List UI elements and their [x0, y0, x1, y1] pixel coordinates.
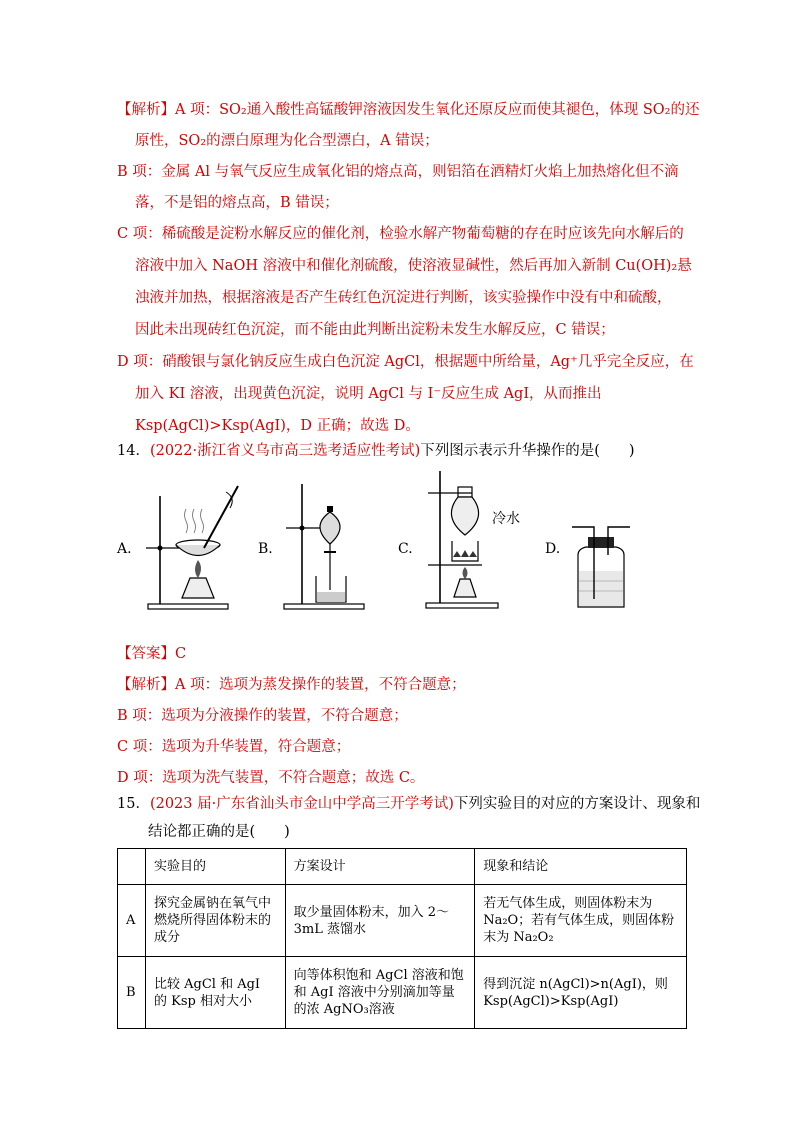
- table-row: [118, 885, 687, 957]
- question-stem: 下列图示表示升华操作的是( ): [420, 443, 635, 459]
- analysis13-line5: C 项：稀硫酸是淀粉水解反应的催化剂，检验水解产物葡萄糖的存在时应该先向水解后的: [117, 226, 684, 242]
- option-a-label: A.: [117, 541, 132, 557]
- analysis13-line4: 落，不是铝的熔点高，B 错误；: [135, 195, 339, 211]
- table-cell: A: [118, 885, 146, 957]
- question-number: 15．: [117, 796, 150, 812]
- table-header-cell: [118, 849, 146, 885]
- experiment-table: [117, 848, 687, 1029]
- analysis13-line9: D 项：硝酸银与氯化钠反应生成白色沉淀 AgCl，根据题中所给量，Ag⁺几乎完全反应，在: [117, 354, 694, 370]
- table-header-cell: 实验目的: [145, 849, 285, 885]
- analysis14-line1: 【解析】A 项：选项为蒸发操作的装置，不符合题意；: [117, 677, 466, 693]
- analysis13-line8: 因此未出现砖红色沉淀，而不能由此判断出淀粉未发生水解反应，C 错误；: [135, 322, 615, 338]
- question-source: (2022·浙江省义乌市高三选考适应性考试): [149, 443, 421, 459]
- analysis14-line4: D 项：选项为洗气装置，不符合题意；故选 C。: [117, 770, 425, 786]
- analysis13-line3: B 项：金属 Al 与氧气反应生成氧化铝的熔点高，则铝箔在酒精灯火焰上加热熔化但不滴: [117, 164, 679, 180]
- option-b-label: B.: [258, 541, 273, 557]
- analysis13-line6: 溶液中加入 NaOH 溶液中和催化剂硫酸，使溶液显碱性，然后再加入新制 Cu(OH)₂悬: [135, 258, 692, 274]
- sublimation-apparatus-figure: [422, 465, 502, 613]
- table-cell: 若无气体生成，则固体粉末为 Na₂O；若有气体生成，则固体粉末为 Na₂O₂: [475, 885, 687, 957]
- question-14: [117, 441, 635, 461]
- separatory-funnel-apparatus-figure: [280, 478, 375, 613]
- analysis14-line2: B 项：选项为分液操作的装置，不符合题意；: [117, 708, 408, 724]
- table-cell: B: [118, 957, 146, 1029]
- option-c-label: C.: [398, 541, 413, 557]
- analysis13-line11: Ksp(AgCl)>Ksp(AgI)，D 正确；故选 D。: [135, 418, 420, 434]
- gas-washing-bottle-figure: [568, 515, 634, 613]
- table-cell: 比较 AgCl 和 AgI 的 Ksp 相对大小: [145, 957, 285, 1029]
- option-d-label: D.: [545, 541, 561, 557]
- question-stem: 下列实验目的对应的方案设计、现象和: [453, 796, 701, 812]
- table-cell: 探究金属钠在氧气中燃烧所得固体粉末的成分: [145, 885, 285, 957]
- cold-water-label: 冷水: [492, 511, 520, 527]
- table-header-cell: 现象和结论: [475, 849, 687, 885]
- question-15-stem-line2: 结论都正确的是( ): [148, 824, 290, 840]
- question-15: [117, 794, 700, 814]
- question-source: (2023 届·广东省汕头市金山中学高三开学考试): [149, 796, 454, 812]
- analysis14-line3: C 项：选项为升华装置，符合题意；: [117, 739, 351, 755]
- evaporation-apparatus-figure: [140, 478, 245, 613]
- table-header-row: [118, 849, 687, 885]
- table-row: [118, 957, 687, 1029]
- analysis13-line10: 加入 KI 溶液，出现黄色沉淀，说明 AgCl 与 I⁻反应生成 AgI，从而推出: [135, 386, 602, 402]
- analysis13-line1: 【解析】A 项：SO₂通入酸性高锰酸钾溶液因发生氧化还原反应而使其褪色，体现 SO₂的还: [117, 102, 700, 118]
- analysis13-line7: 浊液并加热，根据溶液是否产生砖红色沉淀进行判断，该实验操作中没有中和硫酸，: [135, 290, 672, 306]
- answer-14: 【答案】C: [117, 646, 187, 662]
- question-number: 14．: [117, 443, 150, 459]
- table-cell: 取少量固体粉末，加入 2～3mL 蒸馏水: [285, 885, 475, 957]
- analysis13-line2: 原性，SO₂的漂白原理为化合型漂白，A 错误；: [135, 133, 439, 149]
- table-cell: 向等体积饱和 AgCl 溶液和饱和 AgI 溶液中分别滴加等量的浓 AgNO₃溶液: [285, 957, 475, 1029]
- table-header-cell: 方案设计: [285, 849, 475, 885]
- table-cell: 得到沉淀 n(AgCl)>n(AgI)，则 Ksp(AgCl)>Ksp(AgI): [475, 957, 687, 1029]
